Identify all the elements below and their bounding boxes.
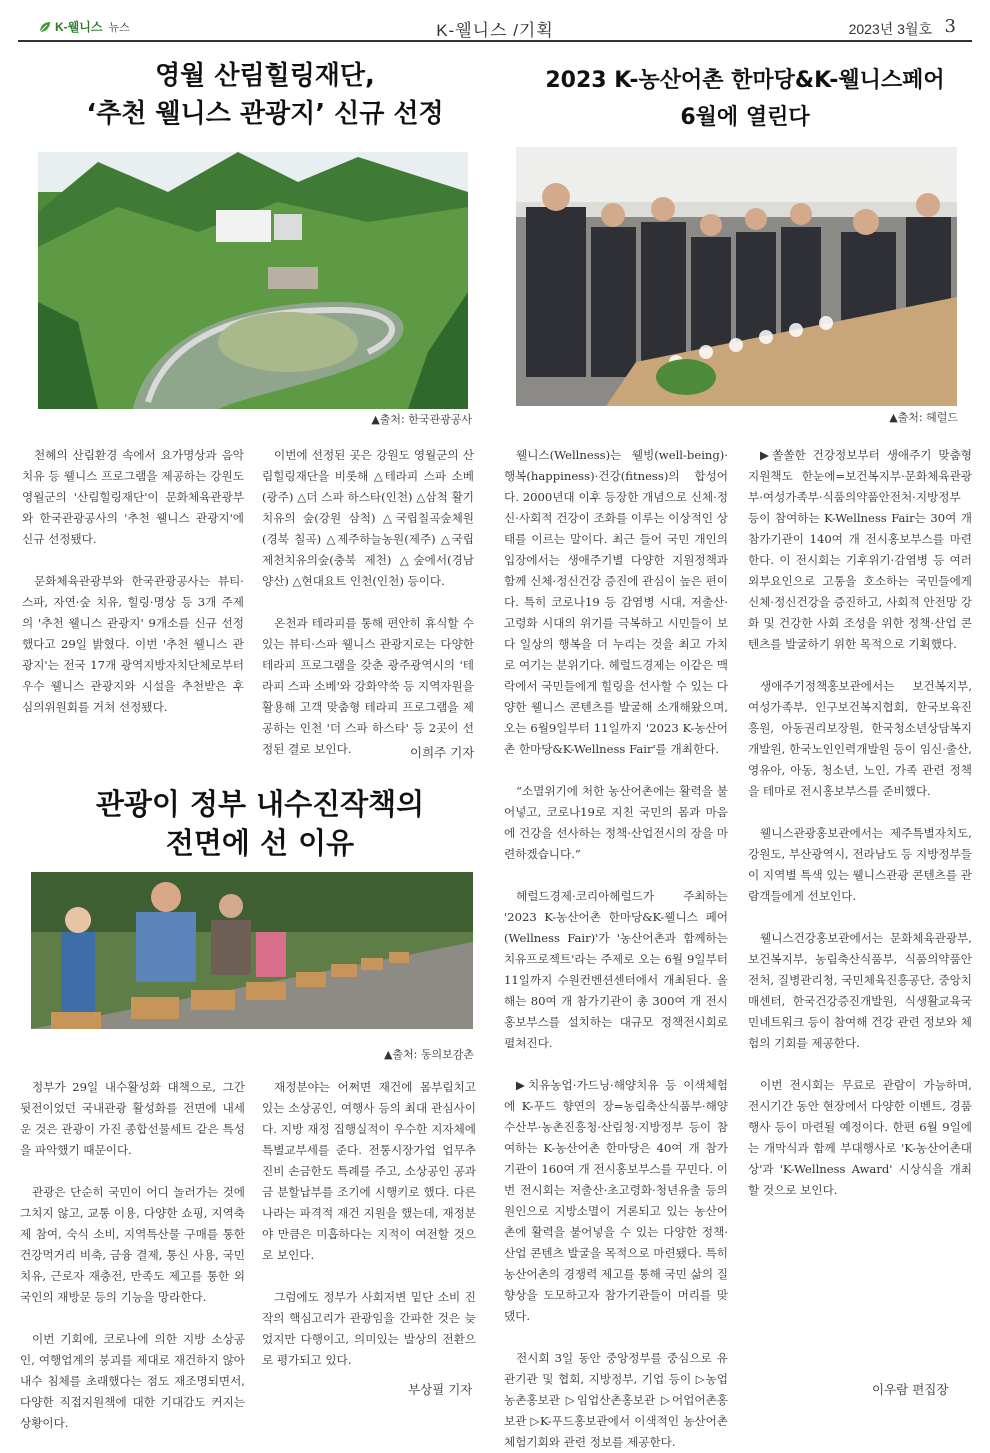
article3-col2-paragraph: 그럼에도 정부가 사회저변 밑단 소비 진작의 핵심고리가 관광임을 간파한 것은 늦었지만 다행이고, 의미있는 발상의 전환으로 평가되고 있다. [262, 1290, 476, 1367]
article3-col1-paragraph: 이번 기회에, 코로나에 의한 지방 소상공인, 여행업계의 붕괴를 제대로 재건하지 않아 내수 침체를 초래했다는 점도 재조명되면서, 다양한 직접지원책에 대한 기대감도 커지는 상황이다. [20, 1332, 245, 1430]
article1-photo-credit: ▲출처: 한국관광공사 [371, 413, 472, 426]
header-divider [18, 40, 972, 42]
article1-col1-paragraph: 천혜의 산림환경 속에서 요가명상과 음악치유 등 웰니스 프로그램을 제공하는 강원도 영월군의 '산림힐링재단'이 문화체육관광부와 한국관광공사의 '추천 웰니스 관광지'에 신규 선정됐다. [22, 448, 244, 546]
article3-photo-credit: ▲출처: 동의보감촌 [383, 1048, 474, 1061]
page-number: 3 [944, 16, 956, 37]
article2-col2-paragraph: 웰니스건강홍보관에서는 문화체육관광부, 보건복지부, 농림축산식품부, 식품의약품안전처, 질병관리청, 국민체육진흥공단, 중앙치매센터, 한국건강증진개발원, 식생활교육국민네트워크 등이 참여해 건강 관련 정보와 체험의 기회를 제공한다. [748, 931, 972, 1050]
article2-column-1 [504, 445, 728, 1453]
article3-photo [31, 872, 473, 1029]
article2-title-line1: 2023 K-농산어촌 한마당&K-웰니스페어 [545, 68, 945, 93]
article2-headline [520, 62, 970, 137]
article1-col2-paragraph: 온천과 테라피를 통해 편안히 휴식할 수 있는 뷰티·스파 웰니스 관광지로는 다양한 테라피 프로그램을 갖춘 광주광역시의 '테라피 스파 소베'와 강화약쑥 등 지역자원을 활용해 고객 맞춤형 테라피 프로그램을 제공하는 인천 '더 스파 하스타' 등 2곳이 선정된 결로 보인다. [262, 616, 475, 756]
article3-col1-paragraph: 정부가 29일 내수활성화 대책으로, 그간 뒷전이었던 국내관광 활성화를 전면에 내세운 것은 관광이 가진 종합선물세트 같은 특성을 파악했기 때문이다. [20, 1080, 245, 1157]
logo-sub: 뉴스 [108, 21, 130, 34]
article2-col1-paragraph: 전시회 3일 동안 중앙정부를 중심으로 유관기관 및 협회, 지방정부, 기업 등이 ▷농업농촌홍보관 ▷임업산촌홍보관 ▷어업어촌홍보관 ▷K-푸드홍보관에서 이색적인 농산어촌 체험기회와 관련 정보를 제공한다. [504, 1351, 728, 1449]
article2-column-2 [748, 445, 972, 1201]
article2-col1-paragraph: 웰니스(Wellness)는 웰빙(well-being)·행복(happiness)·건강(fitness)의 합성어다. 2000년대 이후 등장한 개념으로 신체·정신·사회적 건강이 조화를 이루는 이상적인 상태를 이르는 말이다. 최근 들어 국민 개인의 입장에서는 생애주기별 다양한 지원정책과 함께 신체·정신건강 증진에 관심이 높은 편이다. 특히 코로나19 등 감염병 시대, 저출산·고령화 시대의 위기를 극복하고 시민들이 보다 일상의 행복을 더 누리는 것을 최고 가치로 여기는 분위기다. 헤럴드경제는 이같은 맥락에서 국민들에게 힐링을 선사할 수 있는 다양한 웰니스 콘텐츠를 발굴해 소개해왔으며, 오는 6월9일부터 11일까지 '2023 K-농산어촌 한마당&K-Wellness Fair'를 개최한다. [504, 448, 728, 756]
article3-col2-paragraph: 재정분야는 어쩌면 재건에 몸부림치고 있는 소상공인, 여행사 등의 최대 관심사이다. 지방 재정 집행실적이 우수한 지자체에 특별교부세를 준다. 전통시장가업 업무추진비 손금한도 특례를 주고, 소상공인 공과금 분할납부를 조기에 시행키로 했다. 다른 나라는 파격적 재건 지원을 했는데, 재정분야 만큼은 미흡하다는 지적이 여전할 것으로 보인다. [262, 1080, 476, 1262]
article1-col2-paragraph: 이번에 선정된 곳은 강원도 영월군의 산림힐링재단을 비롯해 △테라피 스파 소베(광주) △더 스파 하스타(인천) △삼척 활기 치유의 숲(강원 삼척) △국립칠곡숲체원(경북 칠곡) △제주하늘농원(제주) △국립제천치유의숲(충북 제천) △숲에서(경남 양산) △현대요트 인천(인천) 등이다. [262, 448, 474, 588]
article2-col1-paragraph: ▶치유농업·가드닝·해양치유 등 이색체험에 K-푸드 향연의 장=농림축산식품부·해양수산부·농촌진흥청·산림청·지방정부 등이 참여하는 K-농산어촌 한마당은 40여 개 참가기관이 160여 개 전시홍보부스를 꾸민다. 이번 전시회는 저출산·초고령화·청년유출 등의 원인으로 지방소멸이 거론되고 있는 농산어촌에 활력을 불어넣을 수 있는 다양한 정책·산업 콘텐츠 발굴을 목적으로 마련됐다. 특히 농산어촌의 경쟁력 제고를 통해 국민 삶의 질 향상을 도모하고자 참가기관들이 머리를 맞댔다. [504, 1078, 728, 1323]
article1-title-line1: 영월 산림힐링재단, [155, 61, 375, 91]
article2-col1-paragraph: 헤럴드경제·코리아헤럴드가 주최하는 '2023 K-농산어촌 한마당&K-웰니스 페어(Wellness Fair)'가 '농산어촌과 함께하는 치유프로젝트'라는 주제로 오는 6월 9일부터 11일까지 수원컨벤션센터에서 개최된다. 올해는 80여 개 참가기관이 총 300여 개 전시홍보부스를 설치하는 대규모 정책전시회로 펼쳐진다. [504, 889, 728, 1050]
article3-col1-paragraph: 관광은 단순히 국민이 어디 놀러가는 것에 그치지 않고, 교통 이용, 다양한 쇼핑, 지역축제 참여, 숙식 소비, 지역특산물 구매를 통한 건강먹거리 비축, 금융 결제, 통신 사용, 국민 치유, 근로자 재충전, 만족도 제고를 통한 외국인의 재방문 등의 기능을 망라한다. [20, 1185, 245, 1304]
page-header [18, 16, 972, 40]
issue-date: 2023년 3월호 [848, 21, 932, 37]
article2-col2-paragraph: 이번 전시회는 무료로 관람이 가능하며, 전시기간 동안 현장에서 다양한 이벤트, 경품행사 등이 마련될 예정이다. 한편 6월 9일에는 개막식과 함께 부대행사로 'K-농산어촌대상'과 'K-Wellness Award' 시상식을 개최할 것으로 보인다. [748, 1078, 972, 1197]
section-title: K-웰니스 /기획 [436, 21, 554, 40]
article3-title-line1: 관광이 정부 내수진작책의 [95, 787, 425, 821]
article1-byline: 이희주 기자 [410, 745, 475, 760]
article2-col2-paragraph: ▶쏠쏠한 건강정보부터 생애주기 맞춤형 지원책도 한눈에=보건복지부·문화체육관광부·여성가족부·식품의약품안전처·지방정부 등이 참여하는 K-Wellness Fair는 30여 개 참가기관이 140여 개 전시홍보부스를 마련한다. 이 전시회는 기후위기·감염병 등 여러 외부요인으로 고통을 호소하는 국민들에게 신체·정신건강을 증진하고, 사회적 안전망 강화 및 건강한 사회 조성을 위한 정책·산업 콘텐츠를 발굴하기 위한 목적으로 기획했다. [748, 448, 972, 651]
article3-headline [40, 785, 480, 863]
article1-headline [60, 58, 470, 133]
article2-col1-paragraph: “소멸위기에 처한 농산어촌에는 활력을 불어넣고, 코로나19로 지친 국민의 몸과 마음에 건강을 선사하는 정책·산업전시의 장을 마련하겠습니다.” [504, 784, 728, 861]
article3-column-1 [20, 1077, 245, 1434]
article2-photo [516, 147, 957, 406]
article1-column-1 [22, 445, 244, 718]
article3-title-line2: 전면에 선 이유 [165, 826, 355, 861]
article3-column-2 [262, 1077, 476, 1371]
article1-title-line2: ‘추천 웰니스 관광지’ 신규 선정 [86, 98, 444, 129]
article2-byline: 이우람 편집장 [872, 1382, 949, 1397]
article3-byline: 부상필 기자 [408, 1382, 473, 1397]
logo-text: K-웰니스 [55, 20, 103, 34]
article2-title-line2: 6월에 열린다 [680, 105, 810, 131]
article1-photo [38, 152, 468, 409]
article2-col2-paragraph: 생애주기정책홍보관에서는 보건복지부, 여성가족부, 인구보건복지협회, 한국보육진흥원, 아동권리보장원, 한국청소년상담복지개발원, 한국노인인력개발원 등이 임신·출산, 영유아, 아동, 청소년, 노인, 가족 관련 정책을 테마로 전시홍보부스를 준비했다. [748, 679, 972, 798]
article1-column-2 [262, 445, 474, 760]
article2-col2-paragraph: 웰니스관광홍보관에서는 제주특별자치도, 강원도, 부산광역시, 전라남도 등 지방정부들이 지역별 특색 있는 웰니스관광 콘텐츠를 관람객들에게 선보인다. [748, 826, 972, 903]
article1-col1-paragraph: 문화체육관광부와 한국관광공사는 뷰티·스파, 자연·숲 치유, 힐링·명상 등 3개 주제의 '추천 웰니스 관광지' 9개소를 신규 선정했다고 29일 밝혔다. 이번 '추천 웰니스 관광지'는 전국 17개 광역지방자치단체로부터 우수 웰니스 관광지와 시설을 추천받은 후 심의위원회를 거쳐 선정됐다. [22, 574, 244, 714]
article2-photo-credit: ▲출처: 헤럴드 [889, 411, 958, 424]
